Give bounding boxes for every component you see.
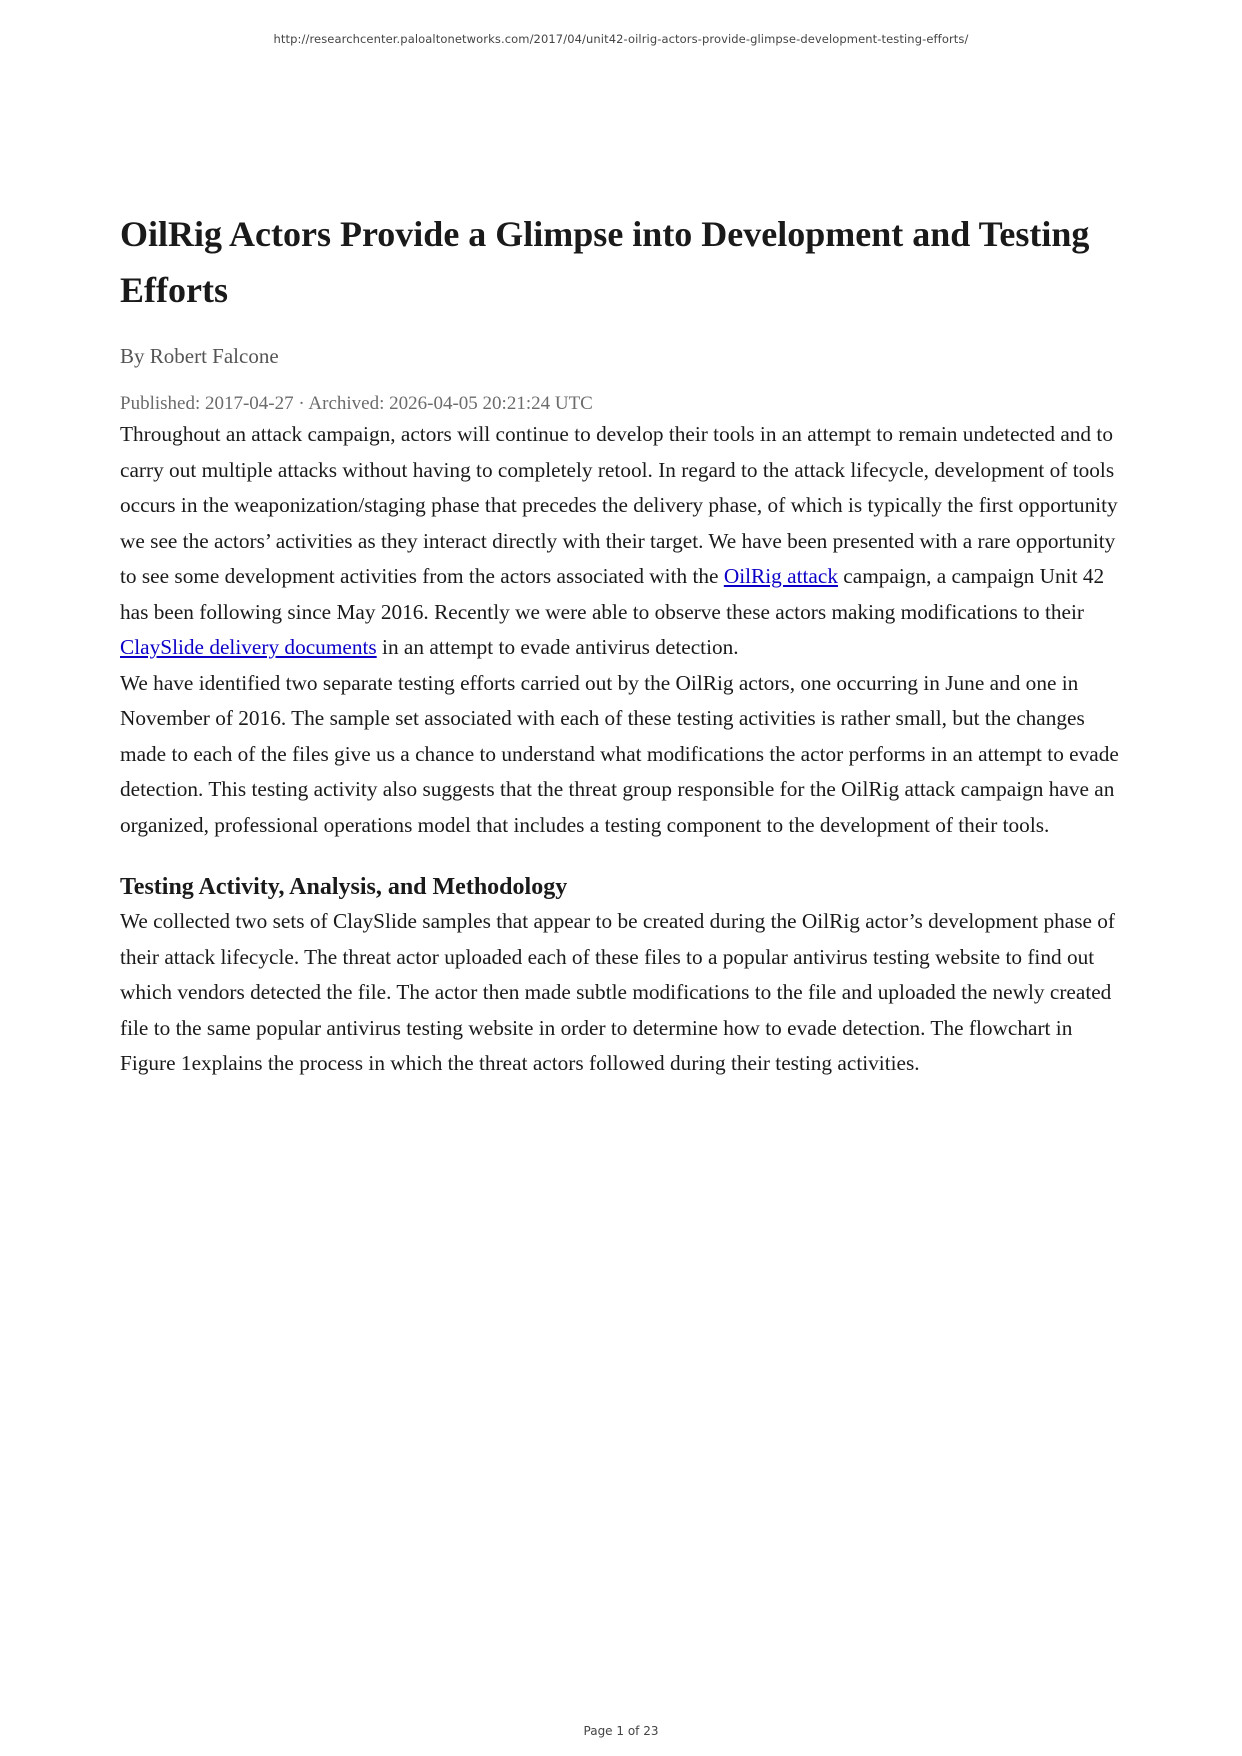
page-number: Page 1 of 23 [583,1724,659,1738]
article-title: OilRig Actors Provide a Glimpse into Development and Testing Efforts [120,214,1090,310]
article-paragraph-1 [120,417,1130,666]
paragraph-1-text-c: in an attempt to evade antivirus detection. [376,635,739,659]
paragraph-1-text-a: Throughout an attack campaign, actors will continue to develop their tools in an attempt to remain undetected and to carry out multiple attacks without having to completely retool. In regard to the attack lifecycle, development of tools occurs in the weaponization/staging phase that precedes the delivery phase, of which is typically the first opportunity we see the actors’ activities as they interact directly with their target. We have been presented with a rare opportunity to see some development activities from the actors associated with the [120,422,1118,588]
page-url-header: http://researchcenter.paloaltonetworks.com/2017/04/unit42-oilrig-actors-provide-glimpse-development-testing-efforts/ [273,32,969,46]
oilrig-attack-link[interactable]: OilRig attack [723,564,838,588]
clayslide-documents-link[interactable]: ClaySlide delivery documents [120,635,377,659]
section-heading: Testing Activity, Analysis, and Methodology [120,874,568,900]
article-byline: By Robert Falcone [120,344,279,368]
paragraph-1-text-b: campaign, a campaign Unit 42 has been following since May 2016. Recently we were able to observe these actors making modifications to their [120,564,1105,624]
article-paragraph-3: We collected two sets of ClaySlide samples that appear to be created during the OilRig actor’s development phase of their attack lifecycle. The threat actor uploaded each of these files to a popular antivirus testing website to find out which vendors detected the file. The actor then made subtle modifications to the file and uploaded the newly created file to the same popular antivirus testing website in order to determine how to evade detection. The flowchart in Figure 1explains the process in which the threat actors followed during their testing activities. [120,909,1115,1075]
article [120,206,1130,1082]
article-paragraph-2: We have identified two separate testing efforts carried out by the OilRig actors, one occurring in June and one in November of 2016. The sample set associated with each of these testing activities is rather small, but the changes made to each of the files give us a chance to understand what modifications the actor performs in an attempt to evade detection. This testing activity also suggests that the threat group responsible for the OilRig attack campaign have an organized, professional operations model that includes a testing component to the development of their tools. [120,670,1119,837]
article-published-date: Published: 2017-04-27 · Archived: 2026-04-05 20:21:24 UTC [120,393,593,414]
